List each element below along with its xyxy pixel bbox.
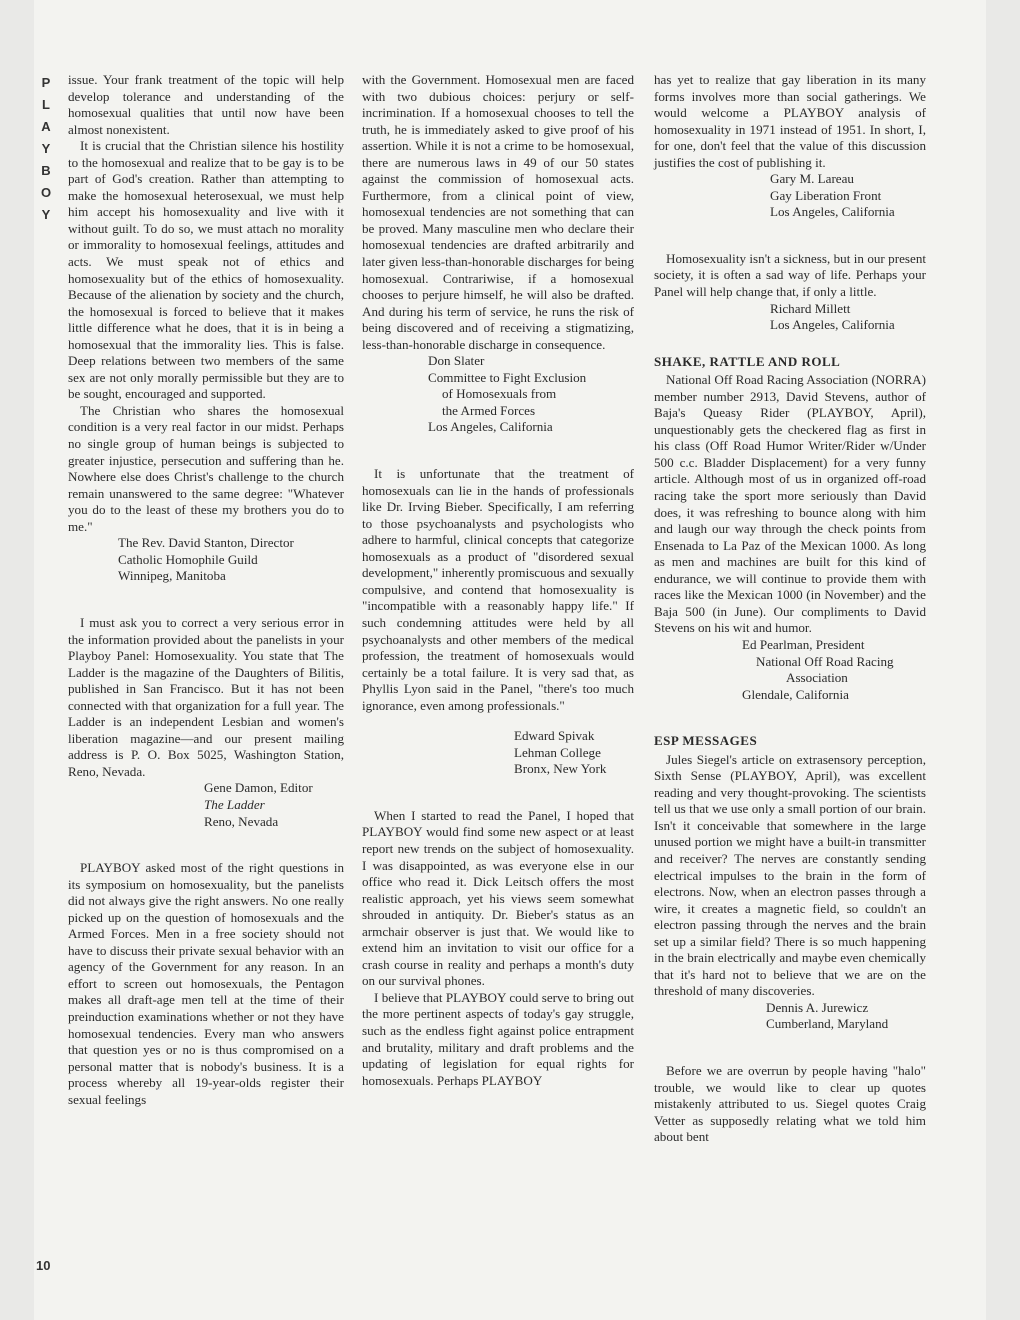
- signature-line: Richard Millett: [770, 300, 851, 316]
- letter-paragraph: I must ask you to correct a very serious error in the information provided about the panelists in your Playboy Panel: Homosexuality. You state that The Ladder is the magazine of the Daughters of Bilitis, published in San Francisco. But it has not been connected with that organization for a full year. The Ladder is an independent Lesbian and women's liberation magazine—and our present mailing address is P. O. Box 5025, Washington Station, Reno, Nevada.: [68, 614, 344, 779]
- letter-signature: [68, 780, 344, 830]
- letter-signature: [362, 353, 634, 436]
- letter-paragraph: It is unfortunate that the treatment of homosexuals can lie in the hands of professionals like Dr. Irving Bieber. Specifically, I am referring to those psychoanalysts and psychologists who adhere to harmful, clinical concepts that categorize homosexuals as a product of "disordered sexual development," inherently promiscuous and sexually compulsive, and contend that homosexuality is "incompatible with a reasonably happy life." If such condemning attitudes were held by all psychoanalysts and other members of the medical profession, the treatment of homosexuals would certainly be a total failure. It is very sad that, as Phyllis Lyon said in the Panel, "there's too much ignorance, even among professionals.": [362, 466, 634, 713]
- spine-letter: O: [40, 185, 52, 200]
- signature-line: Ed Pearlman, President: [742, 636, 865, 652]
- letter-signature: [654, 301, 926, 334]
- spine-letter: B: [41, 163, 51, 178]
- spine-letter: L: [42, 97, 50, 112]
- signature-line: of Homosexuals from: [442, 386, 557, 402]
- signature-line: Cumberland, Maryland: [766, 1016, 889, 1032]
- column-middle: [362, 72, 634, 1089]
- letter-paragraph: Before we are overrun by people having "halo" trouble, we would like to clear up quotes mistakenly attributed to us. Siegel quotes Craig Vetter as supposedly relating what we told him about bent: [654, 1062, 926, 1145]
- letter-paragraph: When I started to read the Panel, I hoped that PLAYBOY would find some new aspect or at least report new trends on the subject of homosexuality. I was disappointed, as was everyone else in our office who read it. Dick Leitsch offers the most realistic approach, yet his views seem somewhat shrouded in antiquity. Dr. Bieber's status as an armchair observer is just that. We would like to extend him an invitation to visit our office for a crash course in reality and perhaps a month's duty on our survival phones.: [362, 807, 634, 989]
- signature-line: Don Slater: [428, 353, 485, 369]
- letter-signature: [68, 535, 344, 585]
- spine-letter: A: [41, 119, 51, 134]
- letter-paragraph: PLAYBOY asked most of the right questions in its symposium on homosexuality, but the panelists did not always give the right answers. No one really picked up on the question of homosexuals and the Armed Forces. Men in a free society should not have to discuss their private sexual behavior with an agency of the Government for any reason. In an effort to screen out homosexuals, the Pentagon makes all draft-age men tell at the time of their preinduction examinations whether or not they have homosexual tendencies. Every man who answers that question yes or no is thus compromised on a personal matter that is nobody's business. It is a process whereby all 19-year-olds register their sexual feelings: [68, 860, 344, 1107]
- letter-paragraph: I believe that PLAYBOY could serve to bring out the more pertinent aspects of today's gay struggle, such as the endless fight against police entrapment and brutality, military and draft problems and the updating of legislation for equal rights for homosexuals. Perhaps PLAYBOY: [362, 989, 634, 1088]
- spine-masthead: [36, 72, 56, 226]
- signature-line: Gay Liberation Front: [770, 187, 882, 203]
- signature-line: Gene Damon, Editor: [204, 780, 313, 796]
- signature-line: National Off Road Racing: [756, 653, 894, 669]
- signature-line: Association: [786, 670, 848, 686]
- letter-paragraph: It is crucial that the Christian silence his hostility to the homosexual and realize that to be gay is to be part of God's creation. Rather than attempting to make the homosexual heterosexual, we must help him accept his homosexuality and live with it without guilt. To do so, we must attach no morality or immorality to homosexual feelings, attitudes and acts. We must speak not of ethics and homosexuality but of the ethics of homosexuality. Because of the alienation by society and the church, the homosexual is forced to believe that it makes little difference what he does, that it is in being a homosexual that the immorality lies. This is false. Deep relations between two members of the same sex are not only morally permissible but they are to be sought, encouraged and supported.: [68, 138, 344, 402]
- signature-line: Gary M. Lareau: [770, 171, 854, 187]
- signature-line: Los Angeles, California: [428, 419, 553, 435]
- letter-paragraph: The Christian who shares the homosexual condition is a very real factor in our midst. Perhaps no single group of human beings is subjected to greater injustice, persecution and suffering than he. Nowhere else does Christ's challenge to the church remain unanswered to the same degree: "Whatever you do to the least of these my brothers you do to me.": [68, 402, 344, 534]
- letter-signature: [362, 728, 634, 778]
- signature-line: Los Angeles, California: [770, 204, 895, 220]
- signature-line: Committee to Fight Exclusion: [428, 369, 587, 385]
- page-number: 10: [36, 1258, 51, 1273]
- column-left: [68, 72, 344, 1108]
- letter-paragraph: issue. Your frank treatment of the topic will help develop tolerance and understanding of the homosexual qualities that until now have been almost nonexistent.: [68, 72, 344, 137]
- signature-line: Reno, Nevada: [204, 813, 279, 829]
- signature-line: Winnipeg, Manitoba: [118, 568, 226, 584]
- letter-paragraph: Homosexuality isn't a sickness, but in our present society, it is often a sad way of life. Perhaps your Panel will help change that, if only a little.: [654, 250, 926, 300]
- letter-signature: [654, 171, 926, 221]
- signature-line: The Rev. David Stanton, Director: [118, 535, 294, 551]
- letter-signature: [654, 1000, 926, 1033]
- signature-line: Lehman College: [514, 744, 601, 760]
- signature-line: Bronx, New York: [514, 761, 607, 777]
- letter-paragraph: Jules Siegel's article on extrasensory perception, Sixth Sense (PLAYBOY, April), was excellent reading and very thought-provoking. The scientists tell us that we use only a small portion of our brain. Isn't it conceivable that somewhere in the large unused portion we might have a built-in transmitter and receiver? The nerves are constantly sending electrical impulses to the brain in the form of electrons. Now, when an electron passes through a wire, it creates a magnetic field, so couldn't an electron passing through the nerves and the brain set up a similar field? There is so much happening in the brain electrically and maybe even chemically that it's hard not to believe that we are on the threshold of many discoveries.: [654, 751, 926, 999]
- column-right: [654, 72, 926, 1146]
- signature-line: the Armed Forces: [442, 402, 536, 418]
- signature-line: Glendale, California: [742, 686, 849, 702]
- spine-letter: Y: [41, 141, 51, 156]
- section-heading: SHAKE, RATTLE AND ROLL: [654, 353, 841, 369]
- letter-signature: [654, 637, 926, 703]
- spine-letter: P: [41, 75, 51, 90]
- signature-line: Los Angeles, California: [770, 317, 895, 333]
- signature-line: The Ladder: [204, 796, 265, 812]
- letter-paragraph: has yet to realize that gay liberation in its many forms involves more than social gatherings. We would welcome a PLAYBOY analysis of homosexuality in 1971 instead of 1951. In short, I, for one, don't feel that the value of this discussion justifies the cost of publishing it.: [654, 72, 926, 170]
- signature-line: Dennis A. Jurewicz: [766, 999, 869, 1015]
- letter-paragraph: with the Government. Homosexual men are faced with two dubious choices: perjury or self-incrimination. If a homosexual chooses to tell the truth, he is immediately asked to give proof of his assertion. While it is not a crime to be homosexual, there are numerous laws in 49 of our 50 states against the commission of homosexual acts. Furthermore, from a clinical point of view, homosexual tendencies are not something that can be proved. Many masculine men who declare their homosexual tendencies are drafted arbitrarily and later given less-than-honorable discharges for being homosexual. Contrariwise, if a homosexual chooses to perjure himself, he will also be drafted. And during his term of service, he runs the risk of being discovered and of receiving a stigmatizing, less-than-honorable discharge in consequence.: [362, 72, 634, 352]
- signature-line: Catholic Homophile Guild: [118, 551, 258, 567]
- section-heading: ESP MESSAGES: [654, 733, 758, 749]
- letter-paragraph: National Off Road Racing Association (NORRA) member number 2913, David Stevens, author of Baja's Queasy Rider (PLAYBOY, April), unquestionably gets the checkered flag as first in his class (Off Road Humor Writer/Rider w/Under 500 c.c. Bladder Displacement) for a very funny article. Although most of us in organized off-road racing take the sport more seriously than David does, it was refreshing to bounce along with him and laugh our way through the check points from Ensenada to La Paz of the Mexican 1000. As long as men and machines are built for this kind of endurance, we will continue to provide them with races like the Mexican 1000 (in November) and the Baja 500 (in June). Our compliments to David Stevens on his wit and humor.: [654, 372, 926, 636]
- spine-letter: Y: [41, 207, 51, 222]
- signature-line: Edward Spivak: [514, 728, 595, 744]
